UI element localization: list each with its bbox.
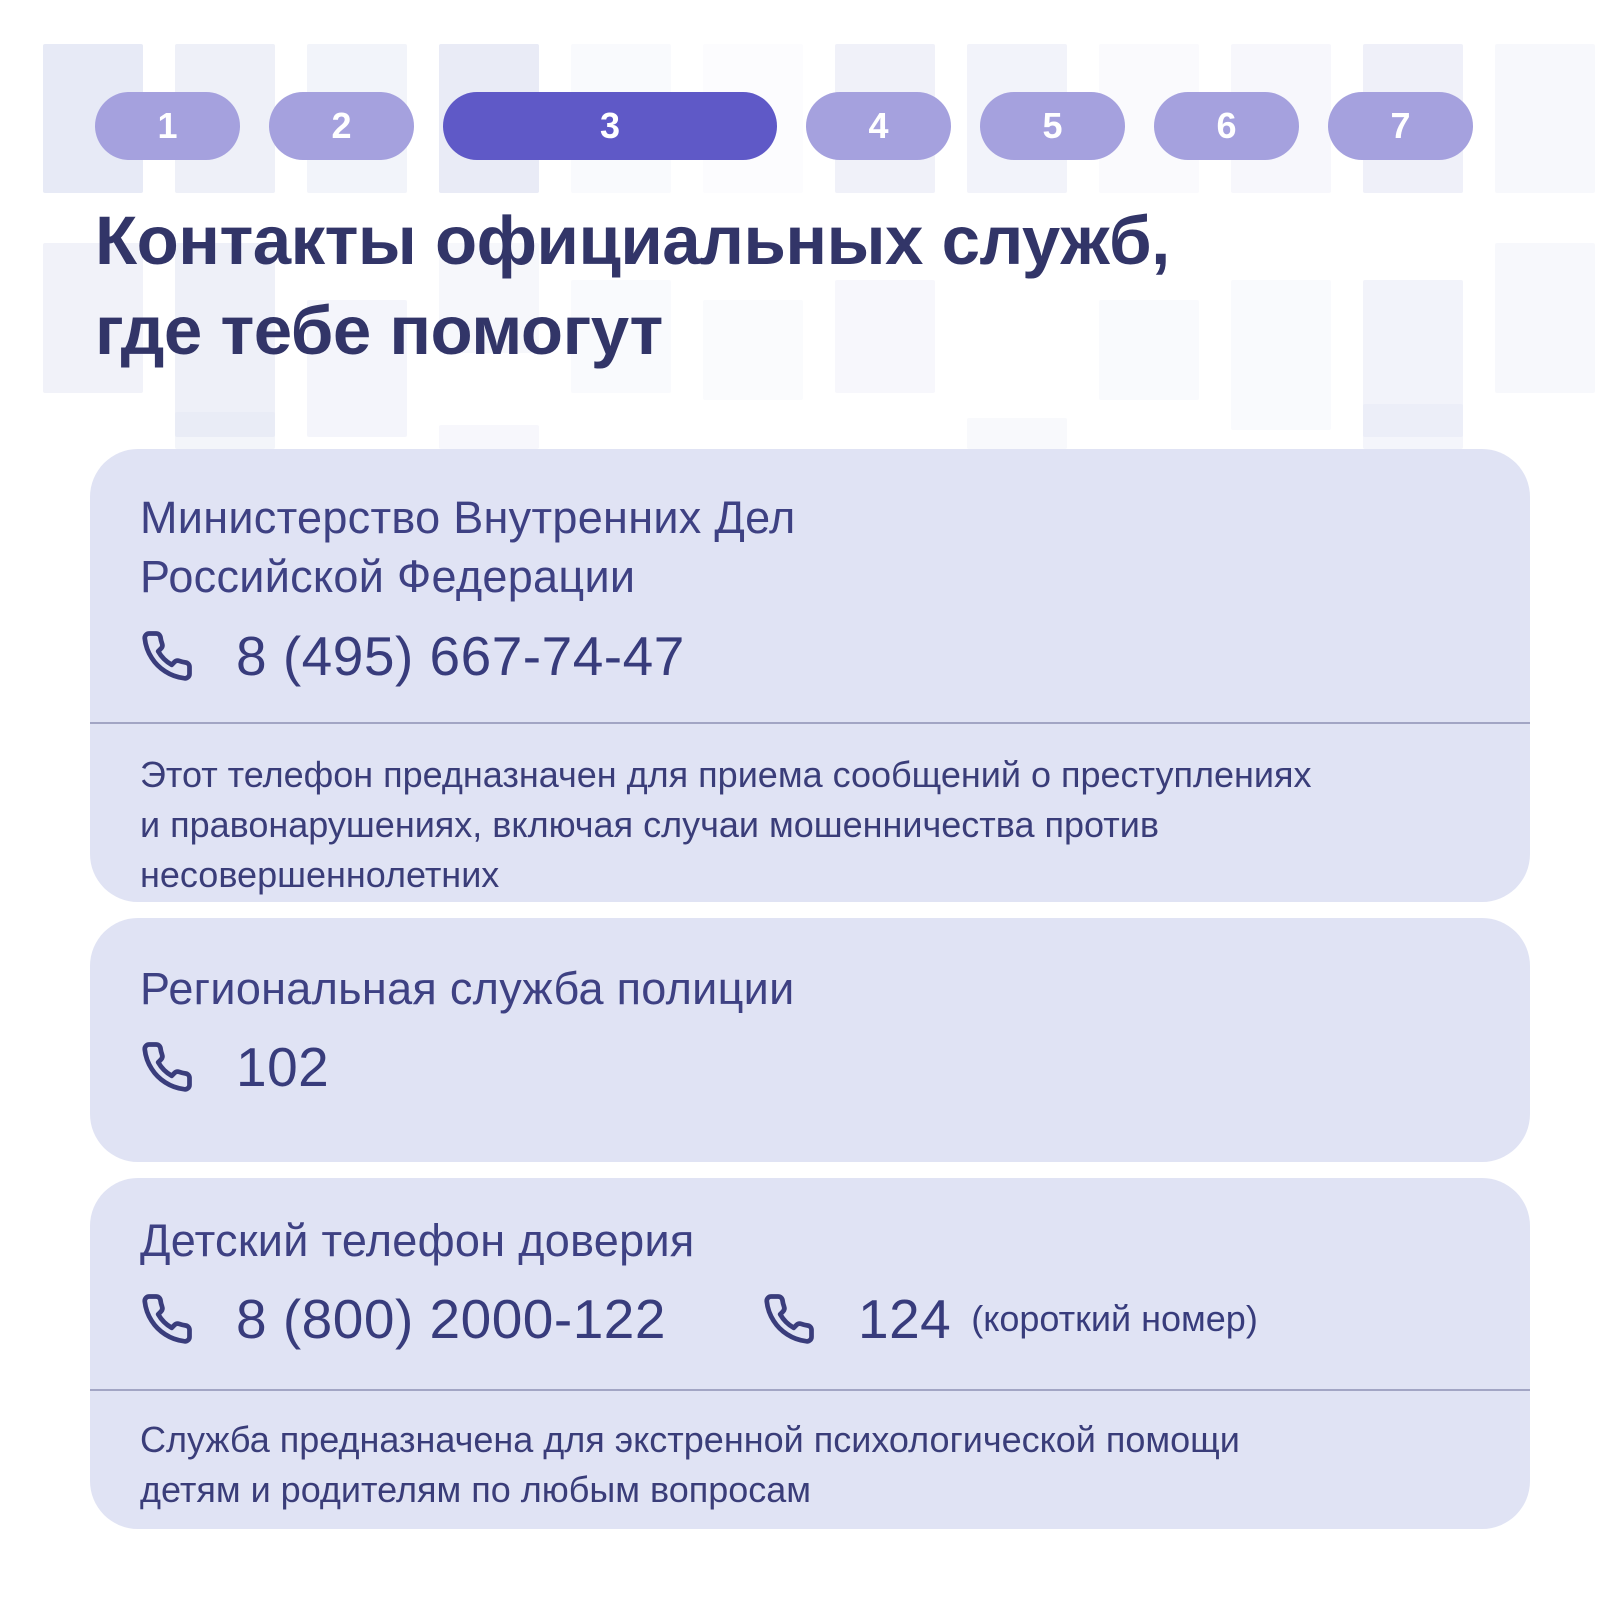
service-description — [140, 750, 1480, 900]
phone-group-primary — [140, 1287, 666, 1351]
service-name — [140, 449, 1480, 606]
card-child-helpline — [90, 1178, 1530, 1529]
page-title-line-2: где тебе помогут — [95, 292, 663, 370]
bg-tile — [175, 412, 275, 449]
card-divider — [90, 722, 1530, 724]
page-pill-7[interactable] — [1328, 92, 1473, 160]
phone-short-note: (короткий номер) — [971, 1297, 1258, 1339]
description-line: Этот телефон предназначен для приема сообщений о преступлениях — [140, 754, 1312, 795]
description-line: Служба предназначена для экстренной психологической помощи — [140, 1418, 1240, 1460]
phone-handset-icon — [140, 1040, 194, 1094]
phone-number-short: 124 — [857, 1287, 952, 1350]
page-pill-label: 3 — [599, 105, 621, 146]
phone-row — [140, 1035, 1480, 1099]
bg-tile — [1495, 44, 1595, 193]
page-pill-label: 4 — [868, 105, 889, 146]
service-description — [140, 1415, 1480, 1515]
service-name-line-1: Региональная служба полиции — [140, 963, 795, 1014]
service-name-line-1: Министерство Внутренних Дел — [140, 492, 796, 543]
card-divider — [90, 1389, 1530, 1391]
phone-handset-icon — [140, 629, 194, 683]
page-title-line-1: Контакты официальных служб, — [95, 202, 1170, 279]
page-pill-6[interactable] — [1154, 92, 1299, 160]
bg-tile — [1363, 404, 1463, 449]
card-regional-police — [90, 918, 1530, 1162]
page-pill-4[interactable] — [806, 92, 951, 160]
page-pill-label: 6 — [1216, 105, 1237, 146]
page-pill-2[interactable] — [269, 92, 414, 160]
page-pill-label: 5 — [1042, 105, 1063, 146]
service-name-line-2: Российской Федерации — [140, 550, 636, 602]
service-cards — [90, 449, 1530, 1529]
bg-tile — [1231, 280, 1331, 430]
page-pill-3[interactable] — [443, 92, 777, 160]
service-name — [140, 1178, 1480, 1271]
description-line: несовершеннолетних — [140, 854, 500, 896]
page-pill-label: 7 — [1390, 105, 1411, 146]
phone-number: 102 — [236, 1035, 330, 1098]
card-mvd — [90, 449, 1530, 902]
description-line: и правонарушениях, включая случаи мошенничества против — [140, 804, 1159, 846]
service-name — [140, 918, 1480, 1019]
phone-row — [140, 624, 1480, 688]
bg-tile — [967, 418, 1067, 449]
phone-handset-icon — [762, 1292, 816, 1346]
pagination — [95, 92, 1473, 160]
page-title — [95, 196, 1170, 377]
phone-handset-icon — [140, 1292, 194, 1346]
page-pill-1[interactable] — [95, 92, 240, 160]
phone-row — [140, 1287, 1480, 1351]
phone-group-short — [762, 1287, 1258, 1351]
phone-number: 8 (800) 2000-122 — [236, 1287, 666, 1350]
page-pill-5[interactable] — [980, 92, 1125, 160]
bg-tile — [439, 425, 539, 449]
page-pill-label: 2 — [331, 105, 352, 146]
bg-tile — [1495, 243, 1595, 393]
service-name-line-1: Детский телефон доверия — [140, 1215, 695, 1266]
page-pill-label: 1 — [157, 105, 178, 146]
description-line: детям и родителям по любым вопросам — [140, 1468, 812, 1510]
phone-number: 8 (495) 667-74-47 — [236, 625, 685, 687]
